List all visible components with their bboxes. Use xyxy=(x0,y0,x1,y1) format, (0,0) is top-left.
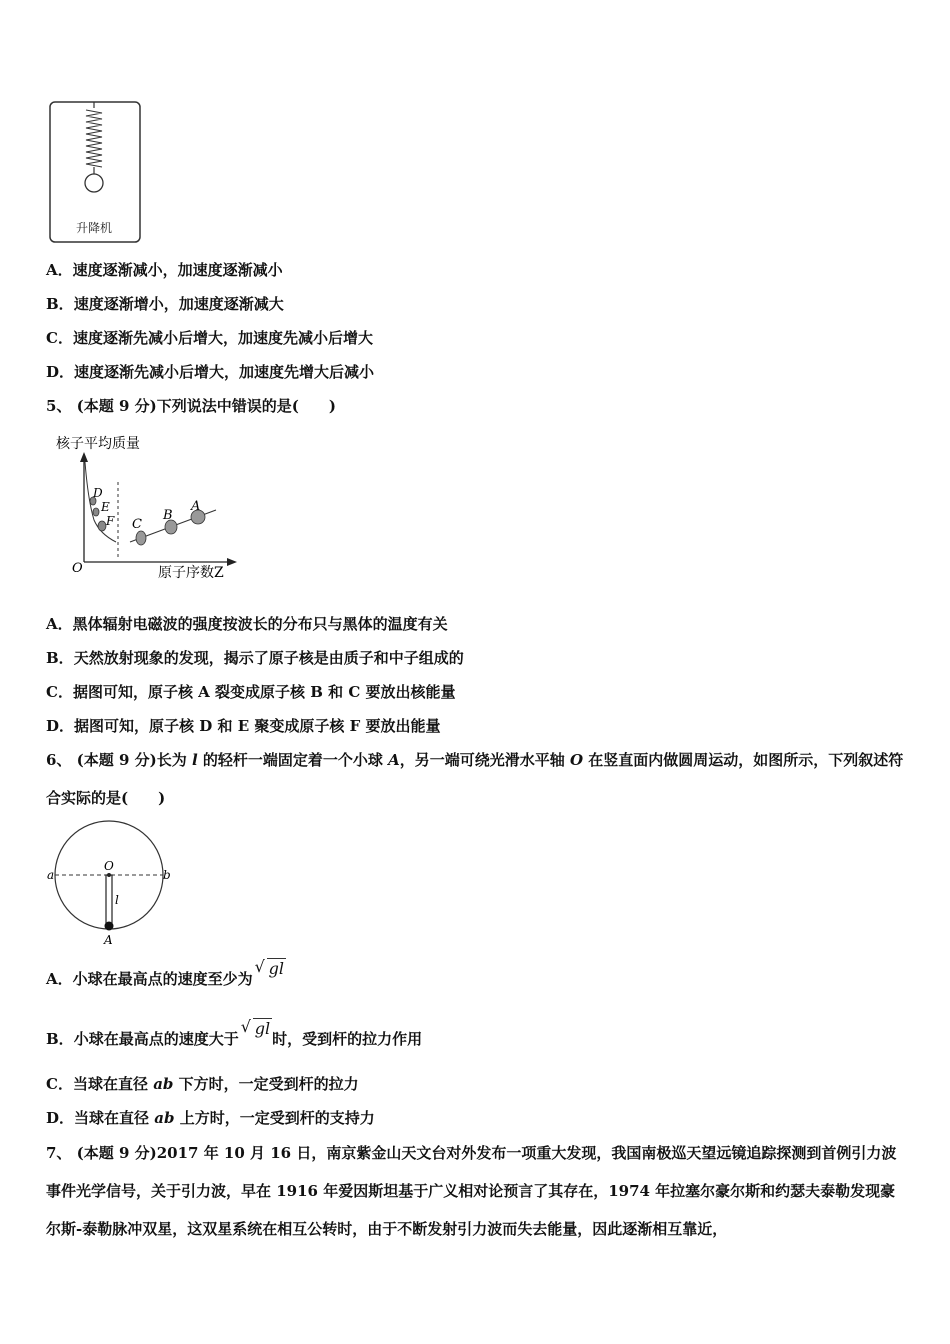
q6-option-d: D．当球在直径 ab 上方时，一定受到杆的支持力 xyxy=(46,1109,375,1127)
q6-stem: 6、 (本题 9 分)长为 l 的轻杆一端固定着一个小球 A，另一端可绕光滑水平轴 O 在竖直面内做圆周运动，如图所示，下列叙述符合实际的是( ) xyxy=(46,751,904,807)
q4-option-a: A．速度逐渐减小，加速度逐渐减小 xyxy=(46,261,283,279)
q4-option-d: D．速度逐渐先减小后增大，加速度先增大后减小 xyxy=(46,363,375,381)
fig5-xlabel: 原子序数Z xyxy=(158,565,224,581)
nuclear-mass-figure xyxy=(46,430,246,585)
fig5-point-a: A xyxy=(191,499,201,514)
q7-stem: 7、 (本题 9 分)2017 年 10 月 16 日，南京紫金山天文台对外发布一项重大发现，我国南极巡天望远镜追踪探测到首例引力波事件光学信号，关于引力波，早在 1916 年爱因斯坦基于广义相对论预言了其存在，1974 年拉塞尔豪尔斯和约瑟夫泰勒发现豪尔斯-泰勒脉冲双星，这双星系统在相互公转时，由于不断发射引力波而失去能量，因此逐渐相互靠近， xyxy=(46,1144,897,1238)
fig6-label-ball: A xyxy=(104,933,113,947)
fig5-point-b: B xyxy=(163,508,173,523)
q4-option-b: B．速度逐渐增小，加速度逐渐减大 xyxy=(46,295,284,313)
fig5-point-d: D xyxy=(93,486,103,500)
sqrt-gl-a: √ gl xyxy=(254,957,285,978)
fig6-label-a: a xyxy=(47,868,55,882)
fig5-ylabel: 核子平均质量 xyxy=(56,436,140,452)
fig5-point-f: F xyxy=(106,514,115,528)
q6-option-a: A．小球在最高点的速度至少为 √ gl xyxy=(46,957,285,988)
fig5-point-e: E xyxy=(101,500,110,514)
q5-option-b: B．天然放射现象的发现，揭示了原子核是由质子和中子组成的 xyxy=(46,649,464,667)
circle-rod-figure xyxy=(44,818,174,948)
q4-option-c: C．速度逐渐先减小后增大，加速度先减小后增大 xyxy=(46,329,373,347)
elevator-label: 升降机 xyxy=(75,221,113,235)
fig6-label-o: O xyxy=(104,859,114,873)
q5-option-a: A．黑体辐射电磁波的强度按波长的分布只与黑体的温度有关 xyxy=(46,615,448,633)
elevator-figure xyxy=(46,98,146,246)
fig5-origin: O xyxy=(72,561,83,576)
sqrt-gl-b: √ gl xyxy=(240,1017,271,1038)
fig5-point-c: C xyxy=(132,517,142,532)
q6-option-b: B．小球在最高点的速度大于 √ gl时，受到杆的拉力作用 xyxy=(46,1017,423,1048)
q5-option-c: C．据图可知，原子核 A 裂变成原子核 B 和 C 要放出核能量 xyxy=(46,683,456,701)
fig6-label-l: l xyxy=(115,893,119,907)
fig6-label-b: b xyxy=(163,868,171,882)
q5-stem: 5、 (本题 9 分)下列说法中错误的是( ) xyxy=(46,397,336,415)
q5-option-d: D．据图可知，原子核 D 和 E 聚变成原子核 F 要放出能量 xyxy=(46,717,441,735)
q6-option-c: C．当球在直径 ab 下方时，一定受到杆的拉力 xyxy=(46,1075,359,1093)
